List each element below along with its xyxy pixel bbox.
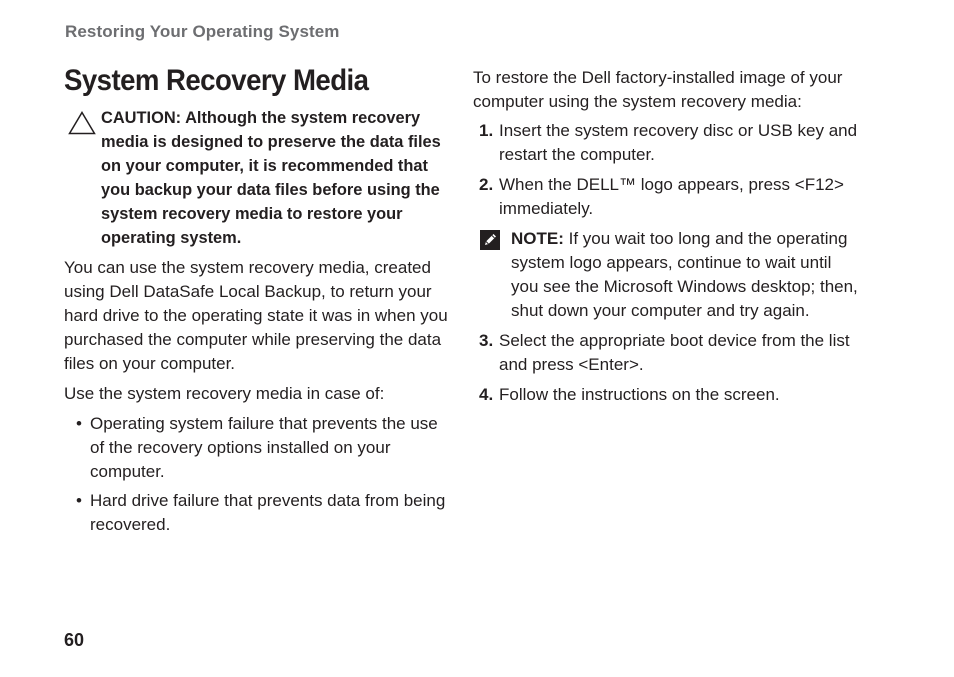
step-number: 3.	[479, 331, 494, 350]
note-block	[473, 227, 863, 323]
list-item	[64, 489, 449, 537]
step-text: When the DELL™ logo appears, press <F12> immediately.	[499, 175, 844, 218]
caution-text: CAUTION: Although the system recovery media is designed to preserve the data files on your computer, it is recommended that you backup your data files before using the system recovery media to restore your operating system.	[101, 109, 441, 247]
right-column	[473, 66, 863, 413]
running-head: Restoring Your Operating System	[65, 22, 340, 41]
bullet-list	[64, 412, 449, 537]
body-paragraph: You can use the system recovery media, created using Dell DataSafe Local Backup, to return your hard drive to the operating state it was in when you purchased the computer while preserving the data files on your computer.	[64, 258, 448, 373]
intro-paragraph: To restore the Dell factory-installed image of your computer using the system recovery media:	[473, 68, 843, 111]
step-item	[473, 173, 863, 221]
page-number: 60	[64, 630, 85, 650]
step-item	[473, 383, 863, 407]
step-text: Follow the instructions on the screen.	[499, 385, 780, 404]
list-item-text: Operating system failure that prevents the use of the recovery options installed on your computer.	[90, 414, 438, 481]
steps-list-continued	[473, 329, 863, 407]
caution-block	[64, 106, 449, 250]
caution-triangle-icon	[68, 111, 96, 135]
step-text: Select the appropriate boot device from the list and press <Enter>.	[499, 331, 850, 374]
step-number: 2.	[479, 175, 494, 194]
body-paragraph: Use the system recovery media in case of:	[64, 384, 385, 403]
page-title: System Recovery Media	[64, 64, 369, 97]
steps-list	[473, 119, 863, 221]
step-number: 4.	[479, 385, 494, 404]
step-text: Insert the system recovery disc or USB key and restart the computer.	[499, 121, 858, 164]
left-column	[64, 106, 449, 542]
bullet-icon: •	[76, 414, 82, 433]
note-label: NOTE:	[511, 229, 564, 248]
note-pencil-icon	[480, 230, 500, 250]
step-number: 1.	[479, 121, 494, 140]
step-item	[473, 119, 863, 167]
note-text: If you wait too long and the operating system logo appears, continue to wait until you see the Microsoft Windows desktop; then, shut down your computer and try again.	[511, 229, 858, 320]
step-item	[473, 329, 863, 377]
bullet-icon: •	[76, 491, 82, 510]
list-item	[64, 412, 449, 484]
list-item-text: Hard drive failure that prevents data from being recovered.	[90, 491, 446, 534]
